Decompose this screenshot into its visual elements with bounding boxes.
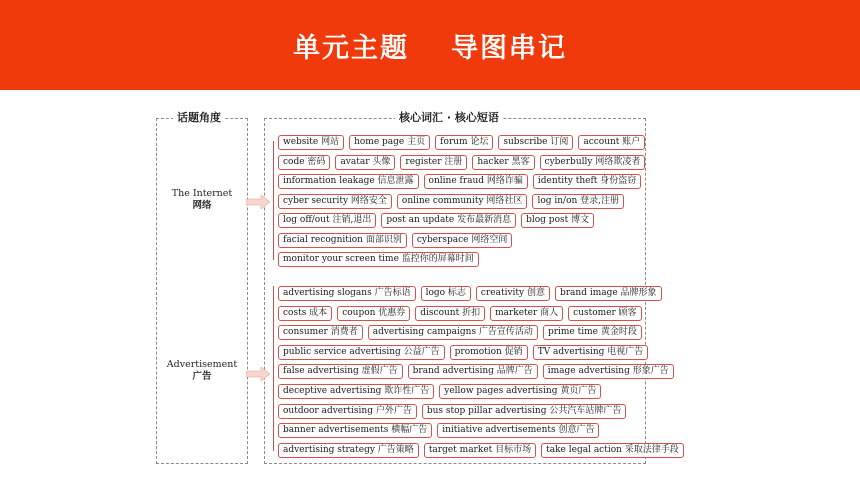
vocab-row — [278, 213, 599, 228]
vocab-chip: register 注册 — [400, 155, 467, 170]
vocab-chip: yellow pages advertising 黄页广告 — [439, 384, 601, 399]
arrow-right-icon — [246, 367, 270, 381]
vocab-chip: TV advertising 电视广告 — [533, 345, 649, 360]
vocab-row — [278, 364, 679, 379]
vocab-chip: public service advertising 公益广告 — [278, 345, 445, 360]
topic-advertisement — [156, 359, 248, 383]
vocab-row — [278, 174, 646, 189]
vocab-chip: cyberspace 网络空间 — [412, 233, 513, 248]
vocab-chip: post an update 发布最新消息 — [381, 213, 516, 228]
vocab-row — [278, 443, 689, 458]
vocab-chip: advertising slogans 广告标语 — [278, 286, 416, 301]
vocab-row — [278, 286, 667, 301]
vocab-chip: discount 折扣 — [415, 306, 485, 321]
vocab-chip: log off/out 注销,退出 — [278, 213, 376, 228]
vocab-chip: subscribe 订阅 — [498, 135, 573, 150]
vocab-chip: costs 成本 — [278, 306, 332, 321]
vocab-chip: take legal action 采取法律手段 — [541, 443, 684, 458]
header-banner — [0, 0, 860, 90]
vocab-chip: monitor your screen time 监控你的屏幕时间 — [278, 252, 479, 267]
vocab-chip: prime time 黄金时段 — [543, 325, 642, 340]
vocab-chip: outdoor advertising 户外广告 — [278, 404, 417, 419]
vocab-chip: consumer 消费者 — [278, 325, 363, 340]
vocab-chip: log in/on 登录,注册 — [532, 194, 624, 209]
arrow-right-icon — [246, 195, 270, 209]
vocab-row — [278, 345, 653, 360]
vocab-row — [278, 194, 629, 209]
header-title-right: 导图串记 — [451, 32, 567, 64]
topic-internet — [156, 188, 248, 212]
vocab-chip: brand image 品牌形象 — [555, 286, 662, 301]
vocab-chip: customer 顾客 — [568, 306, 642, 321]
vocab-chip: avatar 头像 — [335, 155, 395, 170]
topic-internet-en: The Internet — [171, 188, 233, 199]
vocab-chip: advertising strategy 广告策略 — [278, 443, 419, 458]
vocab-chip: banner advertisements 横幅广告 — [278, 423, 432, 438]
vocab-chip: brand advertising 品牌广告 — [408, 364, 538, 379]
vocab-row — [278, 423, 604, 438]
vocab-chip: home page 主页 — [349, 135, 430, 150]
vocab-chip: account 账户 — [578, 135, 645, 150]
vocab-chip: cyberbully 网络欺凌者 — [540, 155, 646, 170]
vocab-chip: false advertising 虚假广告 — [278, 364, 403, 379]
vocab-chip: identity theft 身份盗窃 — [533, 174, 641, 189]
vocab-chip: code 密码 — [278, 155, 330, 170]
vocab-chip: advertising campaigns 广告宣传活动 — [368, 325, 538, 340]
topic-advertisement-en: Advertisement — [166, 359, 238, 370]
vocab-chip: bus stop pillar advertising 公共汽车站牌广告 — [422, 404, 627, 419]
vocab-chip: creativity 创意 — [476, 286, 550, 301]
vocab-row — [278, 135, 650, 150]
topic-internet-zh: 网络 — [192, 200, 212, 211]
vocab-row — [278, 306, 647, 321]
vocab-row — [278, 155, 650, 170]
topic-angle-panel — [156, 111, 248, 464]
topic-angle-heading: 话题角度 — [173, 110, 225, 126]
vocab-chip: online fraud 网络诈骗 — [424, 174, 528, 189]
vocab-chip: blog post 博文 — [521, 213, 594, 228]
vocab-row — [278, 404, 631, 419]
vocab-chip: marketer 商人 — [490, 306, 563, 321]
internet-bracket-line — [273, 141, 274, 260]
core-vocabulary-heading: 核心词汇 · 核心短语 — [395, 110, 503, 126]
vocab-chip: online community 网络社区 — [397, 194, 528, 209]
vocab-chip: cyber security 网络安全 — [278, 194, 392, 209]
vocab-chip: information leakage 信息泄露 — [278, 174, 419, 189]
vocab-chip: facial recognition 面部识别 — [278, 233, 407, 248]
vocab-row — [278, 384, 606, 399]
vocab-row — [278, 252, 484, 267]
vocab-chip: coupon 优惠券 — [337, 306, 410, 321]
header-title-left: 单元主题 — [293, 32, 409, 64]
vocab-chip: hacker 黑客 — [472, 155, 534, 170]
vocab-chip: website 网站 — [278, 135, 344, 150]
vocab-chip: target market 目标市场 — [424, 443, 536, 458]
topic-advertisement-zh: 广告 — [192, 371, 212, 382]
vocab-chip: deceptive advertising 欺诈性广告 — [278, 384, 434, 399]
vocab-chip: logo 标志 — [421, 286, 471, 301]
vocab-row — [278, 233, 517, 248]
vocab-row — [278, 325, 647, 340]
vocab-chip: image advertising 形象广告 — [543, 364, 674, 379]
advertisement-bracket-line — [273, 286, 274, 451]
vocab-chip: promotion 促销 — [450, 345, 528, 360]
vocab-chip: initiative advertisements 创意广告 — [437, 423, 599, 438]
vocab-chip: forum 论坛 — [435, 135, 493, 150]
